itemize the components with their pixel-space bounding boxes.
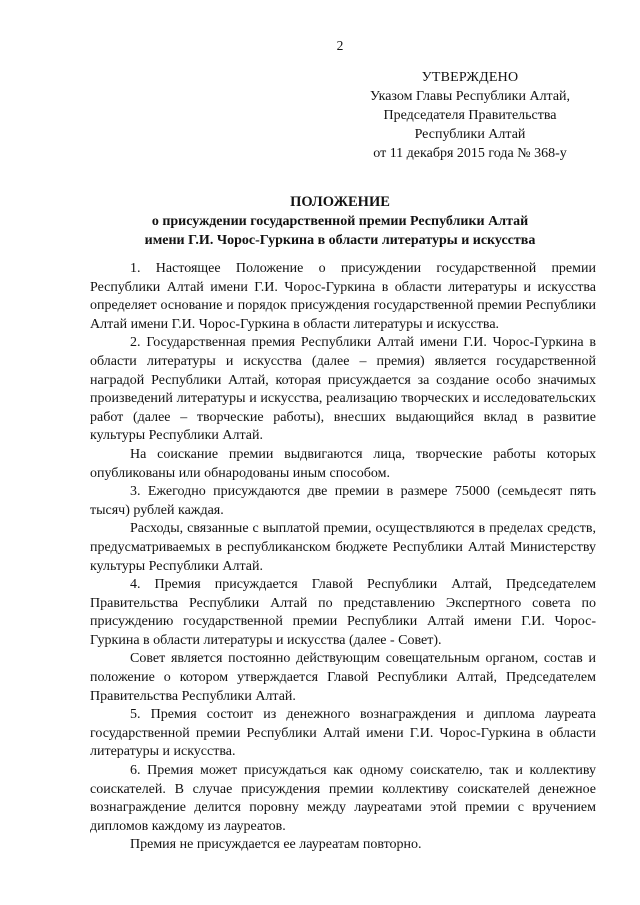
paragraph: 4. Премия присуждается Главой Республики Алтай, Председателем Правительства Республики Алтай по представлению Экспертного совета по присуждению государственной премии Республики Алтай имени Г.И. Чорос-Гуркина в области литературы и искусства (далее - Совет). bbox=[90, 577, 596, 648]
paragraph: 2. Государственная премия Республики Алтай имени Г.И. Чорос-Гуркина в области литературы и искусства (далее – премия) является государственной наградой Республики Алтай, которая присуждается за создание особо значимых произведений литературы и искусства, реализацию творческих и исследовательских работ (далее – творческие работы), внесших выдающийся вклад в развитие культуры Республики Алтай. bbox=[90, 335, 596, 444]
document-heading bbox=[90, 193, 590, 250]
approval-title: УТВЕРЖДЕНО bbox=[421, 70, 519, 85]
document-subtitle-line-1: о присуждении государственной премии Республики Алтай bbox=[151, 214, 529, 229]
document-body bbox=[90, 260, 596, 855]
paragraph: 1. Настоящее Положение о присуждении государственной премии Республики Алтай имени Г.И. Чорос-Гуркина в области литературы и искусства определяет основание и порядок присуждения государственной премии Республики Алтай имени Г.И. Чорос-Гуркина в области литературы и искусства. bbox=[90, 261, 596, 332]
approval-stamp bbox=[350, 68, 590, 163]
page-number: 2 bbox=[336, 38, 344, 53]
document-subtitle-line-2: имени Г.И. Чорос-Гуркина в области литературы и искусства bbox=[144, 233, 536, 248]
paragraph: Премия не присуждается ее лауреатам повторно. bbox=[130, 837, 422, 853]
approval-line-1: Указом Главы Республики Алтай, bbox=[369, 89, 571, 104]
paragraph: 6. Премия может присуждаться как одному соискателю, так и коллективу соискателей. В случае присуждения премии коллективу соискателей денежное вознаграждение делится поровну между лауреатами этой премии с вручением дипломов каждому из лауреатов. bbox=[90, 763, 596, 834]
paragraph: 3. Ежегодно присуждаются две премии в размере 75000 (семьдесят пять тысяч) рублей каждая. bbox=[90, 484, 596, 518]
paragraph: На соискание премии выдвигаются лица, творческие работы которых опубликованы или обнародованы иным способом. bbox=[90, 446, 596, 481]
approval-line-3: Республики Алтай bbox=[414, 127, 526, 142]
approval-line-2: Председателя Правительства bbox=[383, 108, 557, 123]
paragraph: Расходы, связанные с выплатой премии, осуществляются в пределах средств, предусматриваемых в республиканском бюджете Республики Алтай Министерству культуры Республики Алтай. bbox=[90, 521, 596, 574]
paragraph: Совет является постоянно действующим совещательным органом, состав и положение о котором утверждается Главой Республики Алтай, Председателем Правительства Республики Алтай. bbox=[90, 651, 596, 704]
document-title: ПОЛОЖЕНИЕ bbox=[290, 194, 390, 210]
paragraph: 5. Премия состоит из денежного вознаграждения и диплома лауреата государственной премии Республики Алтай имени Г.И. Чорос-Гуркина в области литературы и искусства. bbox=[90, 707, 596, 760]
approval-line-4: от 11 декабря 2015 года № 368-у bbox=[373, 146, 567, 161]
